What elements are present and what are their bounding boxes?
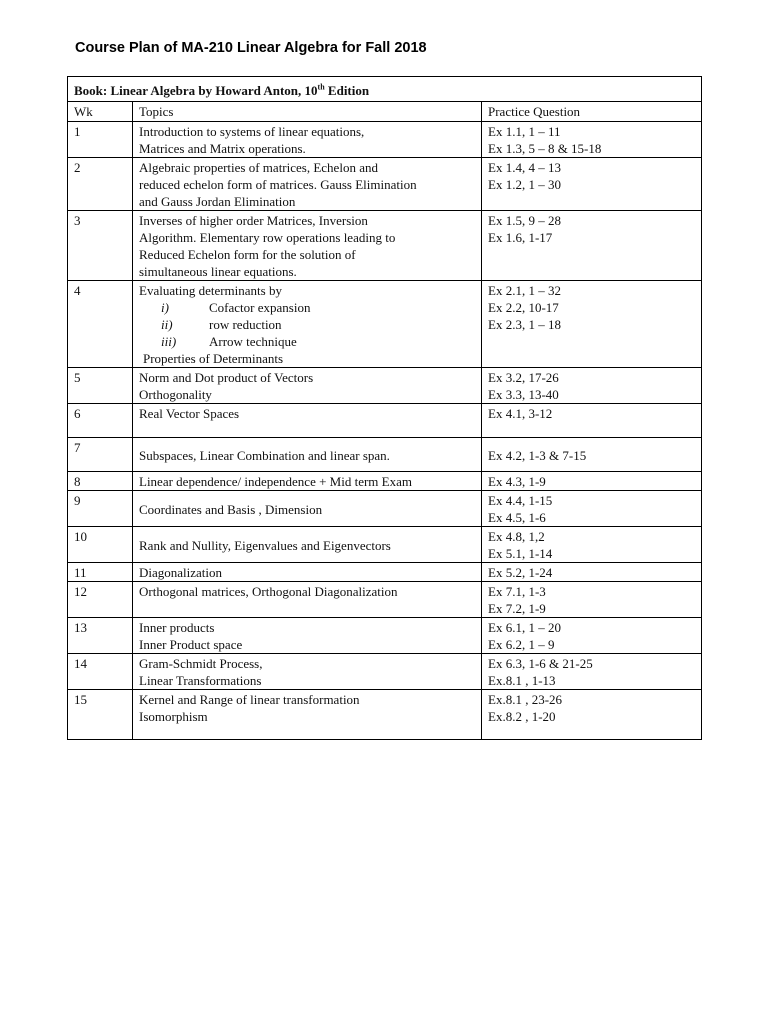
week-number: 1 <box>68 122 133 158</box>
subitem-number: i) <box>161 300 169 315</box>
topics-cell <box>133 368 482 404</box>
header-wk: Wk <box>68 102 133 122</box>
practice-line: Ex 1.1, 1 – 11 <box>488 124 561 139</box>
week-number: 5 <box>68 368 133 404</box>
topic-line: Kernel and Range of linear transformation <box>139 692 360 707</box>
table-row <box>68 654 702 690</box>
table-row <box>68 368 702 404</box>
subitem-number: iii) <box>161 334 177 349</box>
topic-line: reduced echelon form of matrices. Gauss Elimination <box>139 177 417 192</box>
practice-line: Ex 1.3, 5 – 8 & 15-18 <box>488 141 602 156</box>
topic-line: Gram-Schmidt Process, <box>139 656 263 671</box>
table-row <box>68 438 702 472</box>
table-row <box>68 404 702 438</box>
book-cell <box>68 77 702 102</box>
topic-line: Orthogonality <box>139 387 212 402</box>
practice-line: Ex 2.1, 1 – 32 <box>488 283 561 298</box>
practice-line: Ex 3.3, 13-40 <box>488 387 559 402</box>
topic-line: Subspaces, Linear Combination and linear span. <box>139 447 390 463</box>
practice-line: Ex 3.2, 17-26 <box>488 370 559 385</box>
topic-line: Algorithm. Elementary row operations leading to <box>139 230 396 245</box>
week-number: 3 <box>68 211 133 281</box>
week-number: 7 <box>68 438 133 472</box>
practice-line: Ex 7.1, 1-3 <box>488 584 546 599</box>
practice-line: Ex 4.2, 1-3 & 7-15 <box>488 447 587 463</box>
practice-line: Ex 4.5, 1-6 <box>488 510 546 525</box>
practice-line: Ex.8.2 , 1-20 <box>488 709 556 724</box>
practice-cell <box>482 491 702 527</box>
table-row <box>68 491 702 527</box>
topics-cell <box>133 211 482 281</box>
subitem-number: ii) <box>161 317 173 332</box>
practice-line: Ex 4.8, 1,2 <box>488 529 545 544</box>
subitem-text: row reduction <box>209 317 282 332</box>
topic-subitem <box>139 299 475 316</box>
table-row <box>68 281 702 368</box>
practice-line: Ex 5.1, 1-14 <box>488 546 553 561</box>
practice-cell <box>482 158 702 211</box>
topic-subitem <box>139 316 475 333</box>
table-row <box>68 472 702 491</box>
table-row <box>68 563 702 582</box>
table-row <box>68 690 702 740</box>
topic-line: Introduction to systems of linear equations, <box>139 124 365 139</box>
topic-line: Linear Transformations <box>139 673 262 688</box>
document-title: Course Plan of MA-210 Linear Algebra for Fall 2018 <box>75 40 427 56</box>
course-plan-table <box>67 76 702 740</box>
week-number: 8 <box>68 472 133 491</box>
practice-line: Ex 1.2, 1 – 30 <box>488 177 561 192</box>
topics-cell <box>133 281 482 368</box>
practice-cell <box>482 618 702 654</box>
topic-line: simultaneous linear equations. <box>139 264 297 279</box>
week-number: 14 <box>68 654 133 690</box>
practice-line: Ex 4.4, 1-15 <box>488 493 553 508</box>
table-row <box>68 618 702 654</box>
practice-line: Ex.8.1 , 23-26 <box>488 692 563 707</box>
table-row <box>68 122 702 158</box>
topic-line: Algebraic properties of matrices, Echelon and <box>139 160 378 175</box>
topic-line: Evaluating determinants by <box>139 283 282 298</box>
topics-cell <box>133 472 482 491</box>
practice-line: Ex 2.3, 1 – 18 <box>488 317 561 332</box>
header-row <box>68 102 702 122</box>
topics-cell <box>133 122 482 158</box>
week-number: 2 <box>68 158 133 211</box>
topic-line: Linear dependence/ independence + Mid term Exam <box>139 474 412 489</box>
table-row <box>68 211 702 281</box>
practice-cell <box>482 582 702 618</box>
practice-line: Ex 4.3, 1-9 <box>488 474 546 489</box>
header-topics: Topics <box>133 102 482 122</box>
topic-line: Inner Product space <box>139 637 243 652</box>
topic-line: and Gauss Jordan Elimination <box>139 194 296 209</box>
topics-cell <box>133 618 482 654</box>
practice-line: Ex 7.2, 1-9 <box>488 601 546 616</box>
topic-line: Matrices and Matrix operations. <box>139 141 306 156</box>
topics-cell <box>133 690 482 740</box>
week-number: 6 <box>68 404 133 438</box>
practice-cell <box>482 654 702 690</box>
practice-line: Ex 6.3, 1-6 & 21-25 <box>488 656 593 671</box>
topic-subitem <box>139 333 475 350</box>
practice-line: Ex 6.2, 1 – 9 <box>488 637 555 652</box>
subitem-text: Arrow technique <box>209 334 297 349</box>
topics-cell <box>133 527 482 563</box>
practice-cell <box>482 438 702 472</box>
topic-line: Inner products <box>139 620 215 635</box>
practice-line: Ex 1.5, 9 – 28 <box>488 213 561 228</box>
book-text-suffix: Edition <box>324 82 370 98</box>
book-text: Book: Linear Algebra by Howard Anton, 10 <box>74 82 318 98</box>
topic-line: Properties of Determinants <box>143 351 284 366</box>
week-number: 12 <box>68 582 133 618</box>
table-row <box>68 582 702 618</box>
topics-cell <box>133 158 482 211</box>
practice-cell <box>482 281 702 368</box>
topics-cell <box>133 404 482 438</box>
practice-cell <box>482 527 702 563</box>
practice-cell <box>482 122 702 158</box>
practice-line: Ex 1.4, 4 – 13 <box>488 160 561 175</box>
week-number: 13 <box>68 618 133 654</box>
topic-line: Orthogonal matrices, Orthogonal Diagonalization <box>139 584 398 599</box>
practice-cell <box>482 211 702 281</box>
topics-cell <box>133 654 482 690</box>
topic-line: Rank and Nullity, Eigenvalues and Eigenvectors <box>139 537 391 553</box>
topic-line: Isomorphism <box>139 709 208 724</box>
week-number: 4 <box>68 281 133 368</box>
book-edition-sup: th <box>317 82 325 92</box>
practice-line: Ex 6.1, 1 – 20 <box>488 620 561 635</box>
topics-cell <box>133 438 482 472</box>
week-number: 9 <box>68 491 133 527</box>
book-row <box>68 77 702 102</box>
week-number: 15 <box>68 690 133 740</box>
practice-cell <box>482 472 702 491</box>
practice-cell <box>482 404 702 438</box>
practice-line: Ex.8.1 , 1-13 <box>488 673 556 688</box>
topics-cell <box>133 563 482 582</box>
topics-cell <box>133 491 482 527</box>
table-row <box>68 527 702 563</box>
topic-line: Coordinates and Basis , Dimension <box>139 501 323 517</box>
topic-line: Diagonalization <box>139 565 223 580</box>
week-number: 10 <box>68 527 133 563</box>
practice-cell <box>482 563 702 582</box>
topic-line: Inverses of higher order Matrices, Inversion <box>139 213 368 228</box>
subitem-text: Cofactor expansion <box>209 300 311 315</box>
practice-line: Ex 2.2, 10-17 <box>488 300 559 315</box>
topic-line: Reduced Echelon form for the solution of <box>139 247 356 262</box>
practice-cell <box>482 690 702 740</box>
week-number: 11 <box>68 563 133 582</box>
practice-line: Ex 4.1, 3-12 <box>488 406 553 421</box>
topics-cell <box>133 582 482 618</box>
table-row <box>68 158 702 211</box>
practice-line: Ex 5.2, 1-24 <box>488 565 553 580</box>
topic-line: Real Vector Spaces <box>139 406 240 421</box>
header-practice: Practice Question <box>482 102 702 122</box>
practice-line: Ex 1.6, 1-17 <box>488 230 553 245</box>
topic-line: Norm and Dot product of Vectors <box>139 370 314 385</box>
practice-cell <box>482 368 702 404</box>
